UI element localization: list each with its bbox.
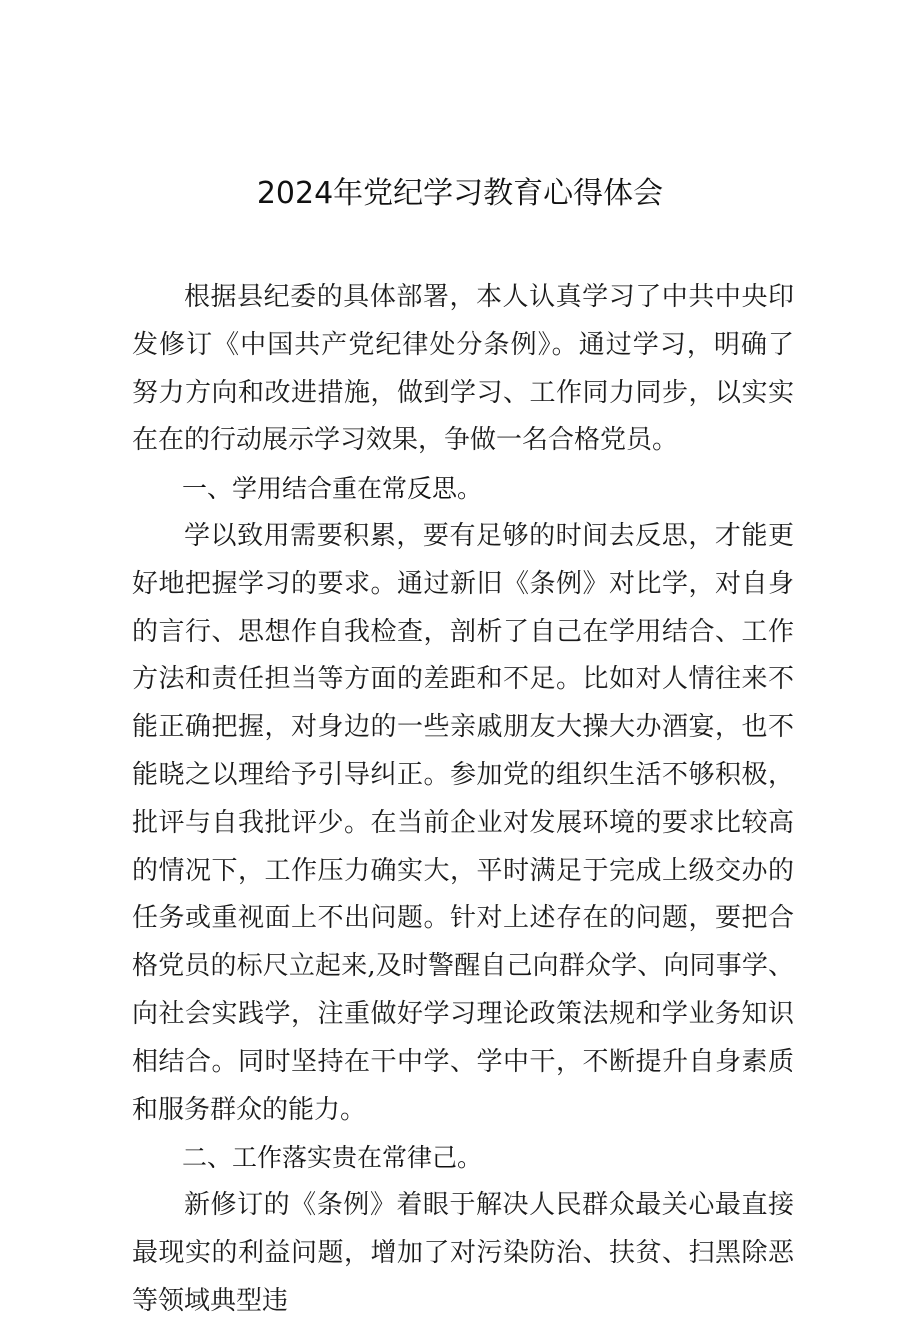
document-title: 2024年党纪学习教育心得体会: [256, 176, 664, 211]
section-2-heading: 二、工作落实贵在常律己。: [182, 1143, 483, 1173]
section-1-paragraph: 学以致用需要积累，要有足够的时间去反思，才能更好地把握学习的要求。通过新旧《条例》对比学，对自身的言行、思想作自我检查，剖析了自己在学用结合、工作方法和责任担当等方面的差距和不足。比如对人情往来不能正确把握，对身边的一些亲戚朋友大操大办酒宴，也不能晓之以理给予引导纠正。参加党的组织生活不够积极，批评与自我批评少。在当前企业对发展环境的要求比较高的情况下，工作压力确实大，平时满足于完成上级交办的任务或重视面上不出问题。针对上述存在的问题，要把合格党员的标尺立起来,及时警醒自己向群众学、向同事学、向社会实践学，注重做好学习理论政策法规和学业务知识相结合。同时坚持在干中学、学中干，不断提升自身素质和服务群众的能力。: [132, 520, 794, 1125]
section-1-heading: 一、学用结合重在常反思。: [182, 474, 483, 504]
intro-paragraph: 根据县纪委的具体部署，本人认真学习了中共中央印发修订《中国共产党纪律处分条例》。通过学习，明确了努力方向和改进措施，做到学习、工作同力同步，以实实在在的行动展示学习效果，争做一名合格党员。: [132, 282, 794, 456]
document-body: [132, 274, 794, 1326]
section-2-paragraph: 新修订的《条例》着眼于解决人民群众最关心最直接最现实的利益问题，增加了对污染防治、扶贫、扫黑除恶等领域典型违: [132, 1190, 794, 1316]
